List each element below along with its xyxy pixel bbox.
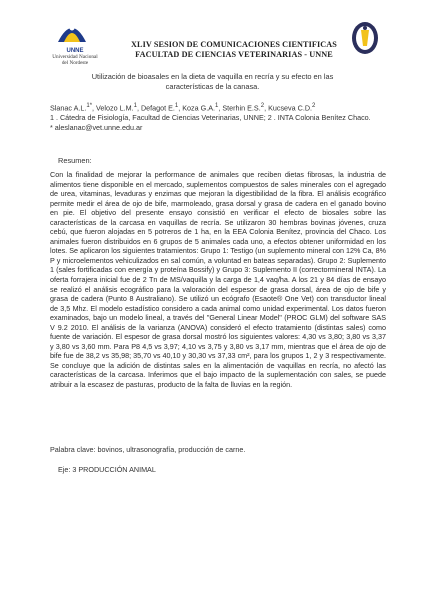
author-list: Slanac A.L.$^{1*}$, Velozo L.M.$^1$, Defagot E.$^1$, Koza G.A.$^1$, Sterhin E.S.$^2$, Kucseva C.D.$^2$ bbox=[50, 103, 316, 113]
faculty-seal-icon bbox=[350, 20, 380, 56]
abstract-body: Con la finalidad de mejorar la performance de animales que reciben dietas fibrosas, la industria de alimentos tiene disponible en el mercado, suplementos compuestos de sales minerales con el agregado de urea, vitaminas, levaduras y enzimas que mejoran la digestibilidad de la fibra. El análisis ecográfico permite medir el área de ojo de bife, marmoleado, grasa dorsal y grasa de cadera en el ganado bovino en pie. El objetivo del presente ensayo consistió en verificar el efecto de biosales sobre las características de la carcasa en vaquillas de recría. Se utilizaron 30 hembras bovinas jóvenes, cruza cebú, que fueron alojadas en 5 potreros de 1 ha, en la EEA Colonia Benítez, provincia del Chaco. Los animales fueron distribuidos en 6 grupos de 5 animales cada uno, a efectos obtener uniformidad en los lotes. Se aplicaron los siguientes tratamientos: Grupo 1: Testigo (un suplemento mineral con 12% Ca, 8% P y microelementos vehiculizados en sal común, a voluntad en bateas separadas). Grupo 2: Suplemento 1 (sales fortificadas con energía y proteína Bossify) y Grupo 3: Suplemento II (correctormineral INTA). La oferta forrajera inicial fue de 2 Tn de MS/vaquilla y la carga de 1,4 vaq/ha. A los 21 y 84 días de ensayo se realizó el análisis ecográfico para la valoración del espesor de grasa dorsal, área de ojo de bife y grasa de cadera (Punto 8 Australiano). Se utilizó un ecógrafo (Esaote® One Vet) con transductor lineal de 3,5 Mhz. El modelo estadístico considero a cada animal como unidad experimental. Los datos fueron examinados, bajo un modelo lineal, a través del "General Linear Model" (PROC GLM) del software SAS V 9.2 2010. El análisis de la varianza (ANOVA) consideró el efecto tratamiento (distintas sales) como fuente de variación. El espesor de grasa dorsal mostró los siguientes valores: 4,30 vs 3,80; 3,80 vs 3,37 y 3,80 vs 3,60 mm. Para P8 4,5 vs 3,97; 4,10 vs 3,75 y 3,80 vs 3,17 mm, mientras que el área de ojo de bife fue de 38,2 vs 35,98; 35,70 vs 40,10 y 30,30 vs 37,33 cm², para los grupos 1, 2 y 3 respectivamente. Se concluye que la adición de distintas sales en la alimentación de vaquillas en recría, no afectó las características de la carcasa. Inferimos que el bajo impacto de la suplementación con sales, se puede atribuir a la escasez de pasturas, producto de la falta de lluvias en la región. bbox=[50, 170, 386, 390]
authors-block bbox=[50, 102, 386, 132]
abstract-heading: Resumen: bbox=[58, 156, 92, 165]
thematic-axis: Eje: 3 PRODUCCIÓN ANIMAL bbox=[58, 465, 156, 474]
keywords-line: Palabra clave: bovinos, ultrasonografía, producción de carne. bbox=[50, 445, 246, 454]
affiliation: 1 . Cátedra de Fisiología, Facultad de Ciencias Veterinarias, UNNE; 2 . INTA Colonia Benítez Chaco. bbox=[50, 112, 371, 122]
unne-logo-icon bbox=[54, 16, 90, 46]
unne-logo-caption: UNNE Universidad Nacional del Nordeste bbox=[52, 48, 98, 67]
article-title: Utilización de bioasales en la dieta de vaquilla en recría y su efecto en las características de la canasa. bbox=[91, 72, 334, 91]
page-header bbox=[50, 12, 380, 70]
conference-title: XLIV SESION DE COMUNICACIONES CIENTIFICAS FACULTAD DE CIENCIAS VETERINARIAS - UNNE bbox=[131, 40, 337, 59]
contact-email: * aleslanac@vet.unne.edu.ar bbox=[50, 122, 143, 132]
